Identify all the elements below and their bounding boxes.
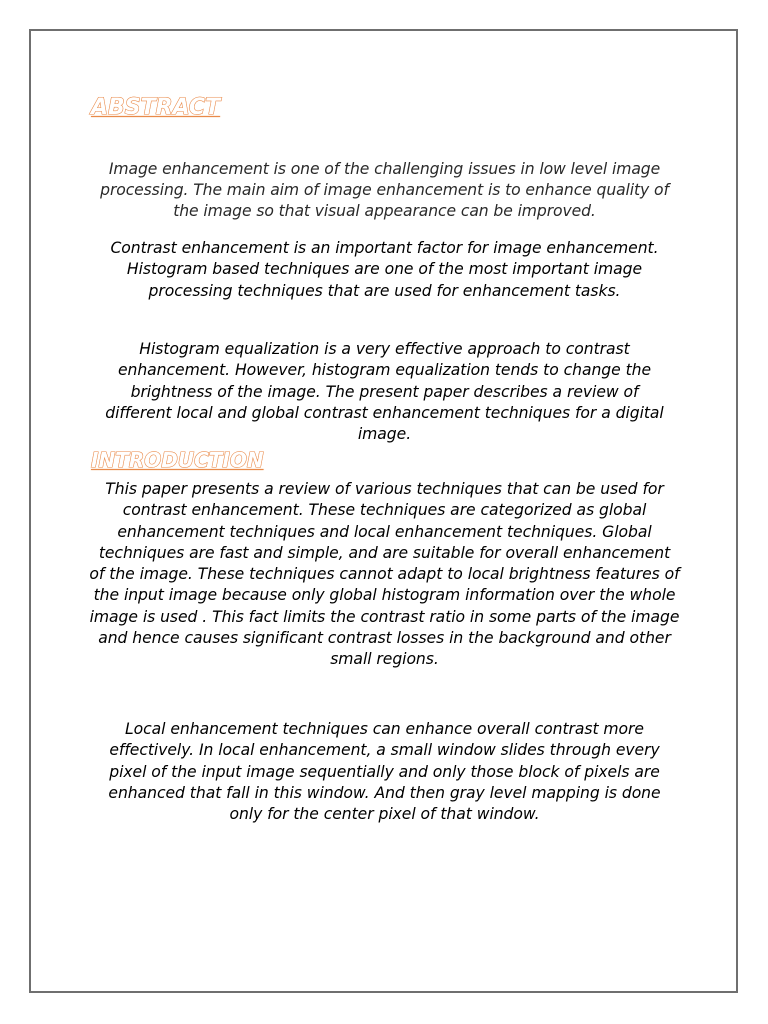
abstract-heading: ABSTRACT xyxy=(91,95,221,120)
introduction-paragraph-1: This paper presents a review of various techniques that can be used for contrast enhancement. These techniques are categorized as global enhancement techniques and local enhancement techniques. Global techniques are fast and simple, and are suitable for overall enhancement of the image. These techniques cannot adapt to local brightness features of the input image because only global histogram information over the whole image is used . This fact limits the contrast ratio in some parts of the image and hence causes significant contrast losses in the background and other small regions. xyxy=(89,480,680,669)
introduction-heading: INTRODUCTION xyxy=(91,448,264,472)
introduction-paragraph-2: Local enhancement techniques can enhance overall contrast more effectively. In local enhancement, a small window slides through every pixel of the input image sequentially and only those block of pixels are enhanced that fall in this window. And then gray level mapping is done only for the center pixel of that window. xyxy=(108,720,661,824)
abstract-paragraph-1: Image enhancement is one of the challenging issues in low level image processing. The main aim of image enhancement is to enhance quality of the image so that visual appearance can be improved. xyxy=(100,160,669,220)
document-page xyxy=(29,29,738,993)
abstract-paragraph-2: Contrast enhancement is an important factor for image enhancement. Histogram based techniques are one of the most important image processing techniques that are used for enhancement tasks. xyxy=(110,239,659,300)
abstract-paragraph-3: Histogram equalization is a very effective approach to contrast enhancement. However, histogram equalization tends to change the brightness of the image. The present paper describes a review of different local and global contrast enhancement techniques for a digital image. xyxy=(105,340,664,444)
